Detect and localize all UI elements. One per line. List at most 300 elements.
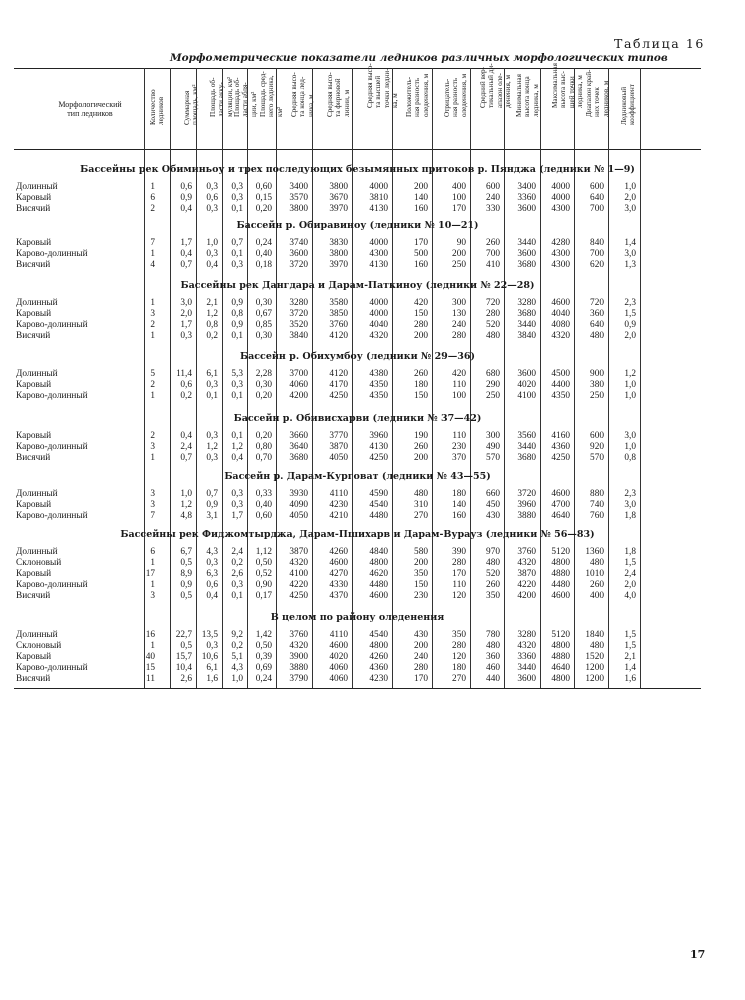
value-cell: 3360 [517,193,536,203]
value-cell: 260 [414,442,428,452]
value-cell: 0,69 [255,663,272,673]
value-cell: 3960 [517,500,536,510]
value-cell: 4600 [329,558,348,568]
table-row [14,547,701,558]
value-cell: 0,7 [206,489,218,499]
value-cell: 3,0 [624,431,636,441]
page-number: 17 [690,948,706,961]
value-cell: 4320 [289,558,308,568]
glacier-type-cell: Висячий [16,591,51,601]
value-cell: 1,5 [624,630,636,640]
value-cell: 1 [150,331,155,341]
value-cell: 640 [590,193,604,203]
value-cell: 460 [486,663,500,673]
column-header-label: Суммарная площадь, км² [183,84,200,126]
value-cell: 4320 [517,558,536,568]
value-cell: 0,3 [231,380,243,390]
value-cell: 200 [414,331,428,341]
section-title: В целом по району оледенения [270,612,445,623]
value-cell: 4200 [517,591,536,601]
value-cell: 1,7 [231,511,243,521]
value-cell: 3880 [517,511,536,521]
value-cell: 1200 [585,674,604,684]
value-cell: 1 [150,641,155,651]
column-header-label: Максимальная высота выс- шей точки ледника, м [551,63,585,109]
value-cell: 450 [486,500,500,510]
value-cell: 2 [150,204,155,214]
value-cell: 0,3 [206,182,218,192]
value-cell: 700 [486,249,500,259]
value-cell: 5,1 [231,652,243,662]
value-cell: 480 [590,641,604,651]
glacier-type-cell: Каровый [16,380,52,390]
value-cell: 0,3 [231,182,243,192]
value-cell: 160 [414,260,428,270]
value-cell: 0,52 [255,569,272,579]
value-cell: 4330 [329,580,348,590]
column-header-label: Площадь об- ласти абля- ции, км² [233,77,258,117]
value-cell: 480 [486,331,500,341]
value-cell: 0,3 [206,204,218,214]
value-cell: 700 [590,249,604,259]
value-cell: 5120 [551,547,570,557]
value-cell: 1,0 [206,238,218,248]
value-cell: 2,3 [624,298,636,308]
glacier-type-cell: Каровый [16,309,52,319]
value-cell: 0,1 [231,249,243,259]
value-cell: 3440 [517,238,536,248]
value-cell: 3720 [517,489,536,499]
value-cell: 4220 [517,580,536,590]
table-row [14,249,701,260]
value-cell: 4250 [329,391,348,401]
value-cell: 3440 [517,320,536,330]
value-cell: 480 [414,489,428,499]
value-cell: 200 [414,641,428,651]
column-header-label: Положитель- ная разность оледенения, м [405,73,430,117]
value-cell: 380 [590,380,604,390]
value-cell: 4110 [329,630,348,640]
value-cell: 0,9 [180,580,192,590]
value-cell: 3 [150,500,155,510]
table-row [14,489,701,500]
value-cell: 570 [486,453,500,463]
table-row [14,569,701,580]
value-cell: 880 [590,489,604,499]
value-cell: 0,50 [255,558,272,568]
value-cell: 4000 [369,238,388,248]
value-cell: 4,3 [231,663,243,673]
value-cell: 6 [150,547,155,557]
value-cell: 1,12 [255,547,272,557]
value-cell: 3360 [517,652,536,662]
glacier-type-cell: Карово-долинный [16,663,88,673]
value-cell: 90 [456,238,466,248]
value-cell: 2,3 [624,489,636,499]
glacier-type-cell: Карово-долинный [16,580,88,590]
rule-under-header [14,149,701,150]
value-cell: 1,0 [624,380,636,390]
value-cell: 430 [486,511,500,521]
glacier-type-cell: Висячий [16,331,51,341]
column-header-label: Средняя высо- та фирновой линии, м [326,71,351,117]
value-cell: 1840 [585,630,604,640]
value-cell: 2,4 [231,547,243,557]
value-cell: 0,1 [231,431,243,441]
value-cell: 0,9 [624,320,636,330]
value-cell: 4800 [551,641,570,651]
value-cell: 1,2 [231,442,243,452]
value-cell: 490 [486,442,500,452]
value-cell: 4250 [369,453,388,463]
value-cell: 390 [452,547,466,557]
value-cell: 260 [486,238,500,248]
value-cell: 1,7 [180,320,192,330]
value-cell: 0,3 [231,580,243,590]
value-cell: 260 [590,580,604,590]
value-cell: 3970 [329,260,348,270]
table-row [14,591,701,602]
value-cell: 9,2 [231,630,243,640]
value-cell: 0,3 [206,249,218,259]
value-cell: 0,4 [180,431,192,441]
value-cell: 0,2 [231,641,243,651]
table-row [14,380,701,391]
value-cell: 740 [590,500,604,510]
value-cell: 4000 [369,298,388,308]
value-cell: 1520 [585,652,604,662]
value-cell: 7 [150,511,155,521]
value-cell: 5120 [551,630,570,640]
value-cell: 420 [414,298,428,308]
value-cell: 520 [486,569,500,579]
value-cell: 3 [150,442,155,452]
value-cell: 1,0 [231,674,243,684]
value-cell: 240 [452,320,466,330]
value-cell: 3,0 [180,298,192,308]
value-cell: 0,50 [255,641,272,651]
column-header-label: Диапазон край- них точек ледников, м [585,69,610,117]
value-cell: 280 [414,320,428,330]
value-cell: 3850 [329,309,348,319]
value-cell: 4600 [551,591,570,601]
section-title: Бассейны рек Фиджомтырджа, Дарам-Пшихарв и Дарам-Вурауз (ледники № 56—83) [120,529,595,540]
column-header-label: Площадь сред- него ледника, км² [259,71,284,117]
value-cell: 5,3 [231,369,243,379]
table-title: Морфометрические показатели ледников различных морфологических типов [170,52,668,64]
glacier-type-cell: Долинный [16,369,58,379]
value-cell: 1,8 [624,511,636,521]
value-cell: 0,39 [255,652,272,662]
value-cell: 8,9 [180,569,192,579]
value-cell: 4270 [329,569,348,579]
value-cell: 840 [590,238,604,248]
value-cell: 250 [590,391,604,401]
value-cell: 4300 [369,249,388,259]
value-cell: 1 [150,391,155,401]
value-cell: 1,4 [624,238,636,248]
value-cell: 480 [590,558,604,568]
value-cell: 6,1 [206,369,218,379]
value-cell: 17 [145,569,155,579]
value-cell: 2,6 [180,674,192,684]
value-cell: 160 [414,204,428,214]
value-cell: 4300 [551,260,570,270]
value-cell: 3520 [289,320,308,330]
value-cell: 230 [414,591,428,601]
value-cell: 3600 [517,674,536,684]
value-cell: 15 [145,663,155,673]
value-cell: 4130 [369,260,388,270]
value-cell: 4200 [289,391,308,401]
value-cell: 4100 [289,569,308,579]
value-cell: 700 [590,204,604,214]
value-cell: 4480 [369,511,388,521]
value-cell: 0,3 [231,193,243,203]
value-cell: 170 [414,238,428,248]
value-cell: 3740 [289,238,308,248]
value-cell: 1,6 [624,674,636,684]
value-cell: 4120 [329,369,348,379]
value-cell: 920 [590,442,604,452]
column-header-label: Средняя высо- та конца лед- ника, м [290,71,315,117]
value-cell: 1 [150,249,155,259]
value-cell: 4,3 [206,547,218,557]
column-header-label: Количество ледников [149,89,166,126]
value-cell: 430 [414,630,428,640]
value-cell: 4,8 [180,511,192,521]
value-cell: 1,7 [180,238,192,248]
value-cell: 3840 [289,331,308,341]
table-row [14,511,701,522]
column-header-label: Отрицатель- ная разность оледенения, м [443,73,468,117]
value-cell: 6 [150,193,155,203]
value-cell: 900 [590,369,604,379]
value-cell: 0,15 [255,193,272,203]
value-cell: 520 [486,320,500,330]
value-cell: 140 [414,193,428,203]
value-cell: 100 [452,193,466,203]
value-cell: 4350 [369,380,388,390]
value-cell: 0,30 [255,331,272,341]
value-cell: 3660 [289,431,308,441]
value-cell: 4500 [551,369,570,379]
value-cell: 3700 [289,369,308,379]
value-cell: 250 [486,391,500,401]
value-cell: 4000 [551,182,570,192]
value-cell: 4230 [329,500,348,510]
value-cell: 150 [414,391,428,401]
value-cell: 230 [452,442,466,452]
value-cell: 0,2 [180,391,192,401]
value-cell: 240 [486,193,500,203]
value-cell: 260 [486,580,500,590]
value-cell: 0,3 [180,331,192,341]
value-cell: 1,0 [180,489,192,499]
type-column-header: Морфологический тип ледников [58,100,122,118]
value-cell: 3,1 [206,511,218,521]
value-cell: 3600 [517,204,536,214]
value-cell: 2,6 [231,569,243,579]
column-header-label: Минимальная высота конца ледника, м [515,73,540,117]
table-row [14,193,701,204]
value-cell: 4250 [289,591,308,601]
value-cell: 3880 [289,663,308,673]
value-cell: 3560 [517,431,536,441]
value-cell: 3840 [517,331,536,341]
value-cell: 4700 [551,500,570,510]
value-cell: 1,5 [624,558,636,568]
value-cell: 4050 [289,511,308,521]
table-row [14,431,701,442]
table-row [14,580,701,591]
value-cell: 3960 [369,431,388,441]
value-cell: 600 [486,182,500,192]
value-cell: 0,3 [206,380,218,390]
value-cell: 1,4 [624,663,636,673]
value-cell: 680 [486,369,500,379]
value-cell: 40 [145,652,155,662]
value-cell: 410 [486,260,500,270]
value-cell: 3830 [329,238,348,248]
value-cell: 2,0 [624,193,636,203]
value-cell: 120 [452,652,466,662]
value-cell: 250 [452,260,466,270]
value-cell: 0,4 [180,204,192,214]
value-cell: 4090 [289,500,308,510]
value-cell: 4040 [551,309,570,319]
value-cell: 280 [452,558,466,568]
value-cell: 2 [150,380,155,390]
value-cell: 0,20 [255,204,272,214]
value-cell: 4000 [369,309,388,319]
value-cell: 4,0 [624,591,636,601]
value-cell: 300 [452,298,466,308]
value-cell: 4800 [551,674,570,684]
value-cell: 970 [486,547,500,557]
value-cell: 5 [150,369,155,379]
value-cell: 0,1 [231,331,243,341]
glacier-type-cell: Карово-долинный [16,249,88,259]
value-cell: 3930 [289,489,308,499]
value-cell: 350 [486,591,500,601]
value-cell: 4250 [551,453,570,463]
value-cell: 4640 [551,511,570,521]
value-cell: 360 [486,652,500,662]
value-cell: 3600 [289,249,308,259]
value-cell: 0,3 [206,453,218,463]
value-cell: 0,60 [255,511,272,521]
value-cell: 0,8 [231,309,243,319]
value-cell: 1 [150,558,155,568]
value-cell: 1010 [585,569,604,579]
value-cell: 0,6 [180,380,192,390]
value-cell: 240 [414,652,428,662]
value-cell: 3800 [289,204,308,214]
value-cell: 4640 [551,663,570,673]
value-cell: 3770 [329,431,348,441]
value-cell: 3790 [289,674,308,684]
value-cell: 4170 [329,380,348,390]
value-cell: 4320 [517,641,536,651]
value-cell: 6,3 [206,569,218,579]
value-cell: 0,9 [231,320,243,330]
value-cell: 1,2 [624,369,636,379]
value-cell: 150 [414,580,428,590]
value-cell: 4800 [551,558,570,568]
value-cell: 0,5 [180,641,192,651]
value-cell: 1,5 [624,309,636,319]
value-cell: 0,67 [255,309,272,319]
value-cell: 4000 [369,182,388,192]
value-cell: 760 [590,511,604,521]
glacier-type-cell: Каровый [16,193,52,203]
value-cell: 110 [452,431,466,441]
value-cell: 3970 [329,204,348,214]
value-cell: 480 [486,558,500,568]
value-cell: 3900 [289,652,308,662]
glacier-type-cell: Висячий [16,260,51,270]
value-cell: 4320 [289,641,308,651]
value-cell: 6,1 [206,663,218,673]
value-cell: 180 [452,489,466,499]
value-cell: 180 [452,663,466,673]
value-cell: 570 [590,453,604,463]
value-cell: 4260 [369,652,388,662]
table-row [14,663,701,674]
value-cell: 280 [452,641,466,651]
value-cell: 0,2 [206,331,218,341]
value-cell: 3280 [289,298,308,308]
value-cell: 3580 [329,298,348,308]
value-cell: 660 [486,489,500,499]
value-cell: 4360 [551,442,570,452]
value-cell: 0,1 [231,204,243,214]
value-cell: 480 [486,641,500,651]
value-cell: 1200 [585,663,604,673]
value-cell: 2,0 [624,331,636,341]
value-cell: 4 [150,260,155,270]
value-cell: 400 [590,591,604,601]
value-cell: 3800 [329,249,348,259]
value-cell: 0,30 [255,298,272,308]
value-cell: 440 [486,674,500,684]
value-cell: 1,2 [206,309,218,319]
value-cell: 0,1 [231,391,243,401]
value-cell: 4380 [369,369,388,379]
glacier-type-cell: Долинный [16,630,58,640]
glacier-type-cell: Висячий [16,204,51,214]
glacier-type-cell: Склоновый [16,558,62,568]
value-cell: 3870 [517,569,536,579]
value-cell: 4120 [329,331,348,341]
section-title: Бассейн р. Дарам-Курговат (ледники № 43—55) [224,471,491,482]
value-cell: 200 [414,558,428,568]
glacier-type-cell: Долинный [16,298,58,308]
value-cell: 4600 [551,298,570,308]
value-cell: 110 [452,580,466,590]
value-cell: 4130 [369,204,388,214]
glacier-type-cell: Каровый [16,569,52,579]
value-cell: 310 [414,500,428,510]
value-cell: 6,7 [180,547,192,557]
table-number: Таблица 16 [614,36,705,51]
table-row [14,369,701,380]
value-cell: 3440 [517,663,536,673]
value-cell: 3640 [289,442,308,452]
value-cell: 4480 [369,580,388,590]
value-cell: 3720 [289,309,308,319]
